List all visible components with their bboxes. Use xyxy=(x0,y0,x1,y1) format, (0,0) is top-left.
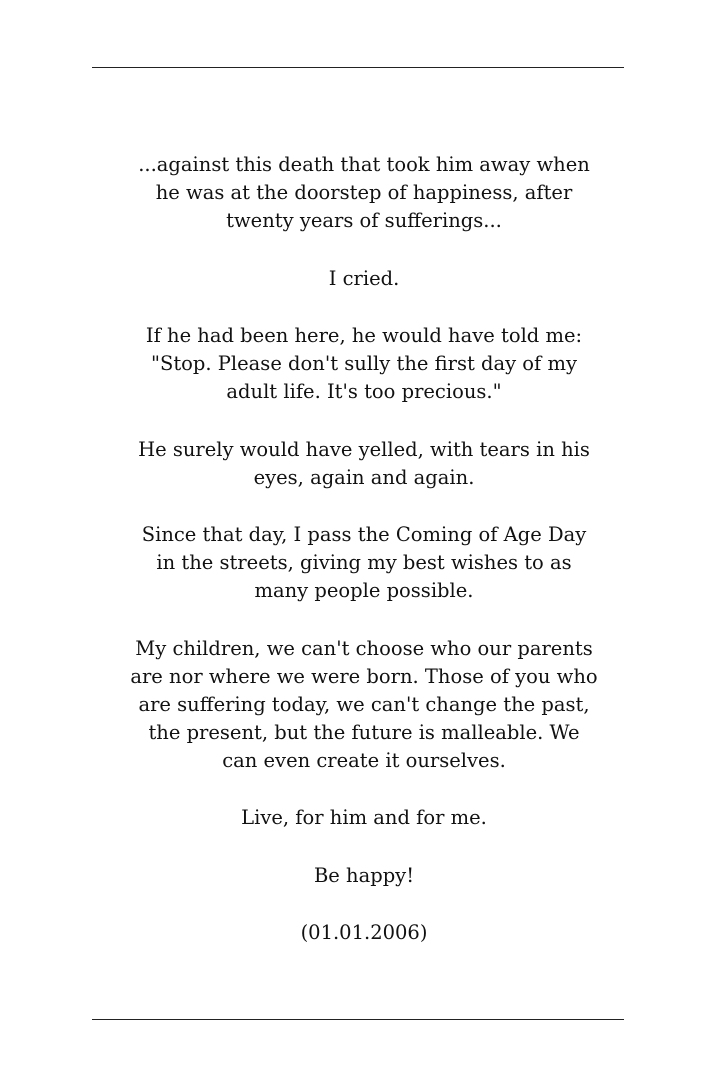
text-line: ...against this death that took him away when xyxy=(138,153,590,176)
paragraph-3 xyxy=(0,322,728,406)
text-line: "Stop. Please don't sully the first day of my xyxy=(151,352,577,375)
paragraph-5 xyxy=(0,521,728,605)
bottom-divider xyxy=(92,1019,624,1020)
text-line: the present, but the future is malleable. We xyxy=(148,720,580,744)
text-line: eyes, again and again. xyxy=(253,465,475,489)
text-line: many people possible. xyxy=(254,579,474,602)
date-text: (01.01.2006) xyxy=(300,921,428,944)
paragraph-1 xyxy=(0,151,728,235)
text-line: in the streets, giving my best wishes to as xyxy=(156,551,572,574)
paragraph-7 xyxy=(0,804,728,832)
text-line: My children, we can't choose who our parents xyxy=(135,636,593,660)
text-line: If he had been here, he would have told me: xyxy=(145,324,583,347)
text-line: he was at the doorstep of happiness, after xyxy=(155,181,573,204)
paragraph-8 xyxy=(0,862,728,890)
text-line: Since that day, I pass the Coming of Age Day xyxy=(141,523,587,546)
page-text xyxy=(0,151,728,977)
text-line: Live, for him and for me. xyxy=(241,806,487,829)
text-line: are nor where we were born. Those of you who xyxy=(130,664,598,688)
paragraph-4 xyxy=(0,436,728,492)
text-line: I cried. xyxy=(328,266,400,290)
paragraph-6 xyxy=(0,635,728,775)
text-line: He surely would have yelled, with tears in his xyxy=(138,437,590,461)
top-divider xyxy=(92,67,624,68)
text-line: are suffering today, we can't change the past, xyxy=(138,692,590,716)
text-line: Be happy! xyxy=(313,863,415,887)
text-line: adult life. It's too precious." xyxy=(226,380,502,403)
text-line: twenty years of sufferings... xyxy=(226,209,502,232)
paragraph-2 xyxy=(0,265,728,293)
text-line: can even create it ourselves. xyxy=(222,748,506,772)
date-line xyxy=(0,919,728,947)
